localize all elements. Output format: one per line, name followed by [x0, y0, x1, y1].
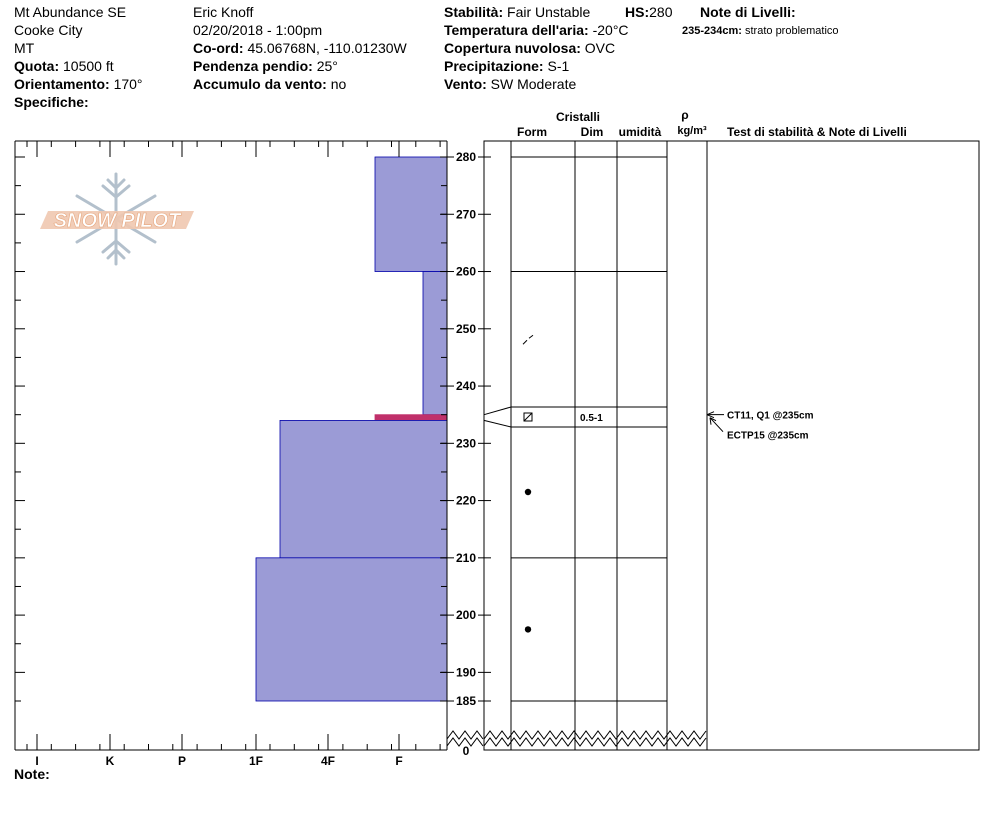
precip-value: S-1 [547, 58, 570, 74]
cloud-label: Copertura nuvolosa: [444, 40, 581, 56]
location-name: Mt Abundance SE [14, 4, 127, 20]
region-name: Cooke City [14, 22, 83, 38]
hardness-layers [256, 157, 447, 701]
depth-tick-label: 200 [455, 608, 477, 623]
header-cristalli: Cristalli [555, 110, 601, 124]
depth-tick-label: 240 [455, 379, 477, 394]
slope-label: Pendenza pendio: [193, 58, 313, 74]
observer-name: Eric Knoff [193, 4, 254, 20]
layer-notes-label: Note di Livelli: [700, 4, 796, 20]
coord-label: Co-ord: [193, 40, 244, 56]
weak-layer-bar [375, 415, 447, 421]
header-form: Form [517, 125, 547, 139]
header-umidita: umidità [618, 125, 662, 139]
table-break-mark [484, 738, 706, 746]
hardness-layer-bar [375, 157, 447, 272]
stability-test-label: CT11, Q1 @235cm [727, 410, 814, 422]
logo-text: SNOW PILOT [53, 210, 181, 232]
header-density-unit: kg/m³ [677, 125, 707, 137]
rounded-grain-icon [525, 489, 531, 495]
hardness-layer-bar [280, 420, 447, 557]
depth-tick-label: 0 [462, 744, 470, 758]
depth-tick-label: 210 [455, 550, 477, 565]
hardness-tick-label: I [35, 754, 39, 768]
layer-connector [484, 407, 511, 415]
cloud-value: OVC [584, 40, 616, 56]
grain-size-label: 0.5-1 [580, 413, 603, 424]
hardness-layer-bar [256, 558, 447, 701]
wind-loading-label: Accumulo da vento: [193, 76, 327, 92]
wind-loading-value: no [330, 76, 347, 92]
hardness-tick-label: F [395, 754, 403, 768]
specifics-label: Specifiche: [14, 94, 89, 110]
layer-note-text: strato problematico [745, 25, 839, 37]
hardness-tick-label: P [177, 754, 187, 768]
depth-tick-label: 260 [455, 264, 477, 279]
hs-label: HS: [625, 4, 650, 20]
hs-value: 280 [649, 4, 673, 20]
header-tests: Test di stabilità & Note di Livelli [727, 125, 907, 139]
air-temp-value: -20°C [592, 22, 629, 38]
wind-label: Vento: [444, 76, 487, 92]
slope-value: 25° [316, 58, 338, 74]
hardness-layer-bar [423, 272, 447, 415]
stability-value: Fair Unstable [507, 4, 591, 20]
faceted-grain-icon-diagonal [524, 413, 532, 421]
layer-note-range: 235-234cm: [682, 25, 742, 37]
hardness-tick-label: K [105, 754, 115, 768]
aspect-label: Orientamento: [14, 76, 110, 92]
header-dim: Dim [580, 125, 604, 139]
table-break-mark [484, 731, 706, 739]
elevation-label: Quota: [14, 58, 60, 74]
depth-tick-label: 220 [455, 493, 477, 508]
state-name: MT [14, 40, 35, 56]
hardness-tick-label: 1F [248, 754, 264, 768]
depth-tick-label: 280 [455, 150, 477, 164]
depth-tick-label: 250 [455, 321, 477, 336]
observation-datetime: 02/20/2018 - 1:00pm [193, 22, 323, 38]
grain-table [447, 108, 979, 750]
stability-label: Stabilità: [444, 4, 504, 20]
wind-value: SW Moderate [490, 76, 577, 92]
stability-tests-panel [707, 411, 814, 442]
depth-tick-label: 230 [455, 436, 477, 451]
depth-tick-label: 185 [455, 694, 477, 708]
notes-label: Note: [14, 766, 50, 782]
coord-value: 45.06768N, -110.01230W [247, 40, 407, 56]
snowpilot-logo [40, 174, 194, 264]
hardness-tick-label: 4F [320, 754, 336, 768]
table-frame [484, 141, 979, 750]
stability-test-label: ECTP15 @235cm [727, 430, 809, 442]
aspect-value: 170° [113, 76, 143, 92]
depth-tick-label: 270 [455, 207, 477, 222]
layer-connector [484, 420, 511, 427]
decomposing-grain-icon [523, 335, 533, 344]
test-arrow-line [710, 418, 723, 432]
rounded-grain-icon [525, 626, 531, 632]
elevation-value: 10500 ft [63, 58, 114, 74]
precip-label: Precipitazione: [444, 58, 544, 74]
air-temp-label: Temperatura dell'aria: [444, 22, 589, 38]
depth-tick-label: 190 [455, 665, 477, 680]
header-rho: ρ [681, 108, 689, 122]
